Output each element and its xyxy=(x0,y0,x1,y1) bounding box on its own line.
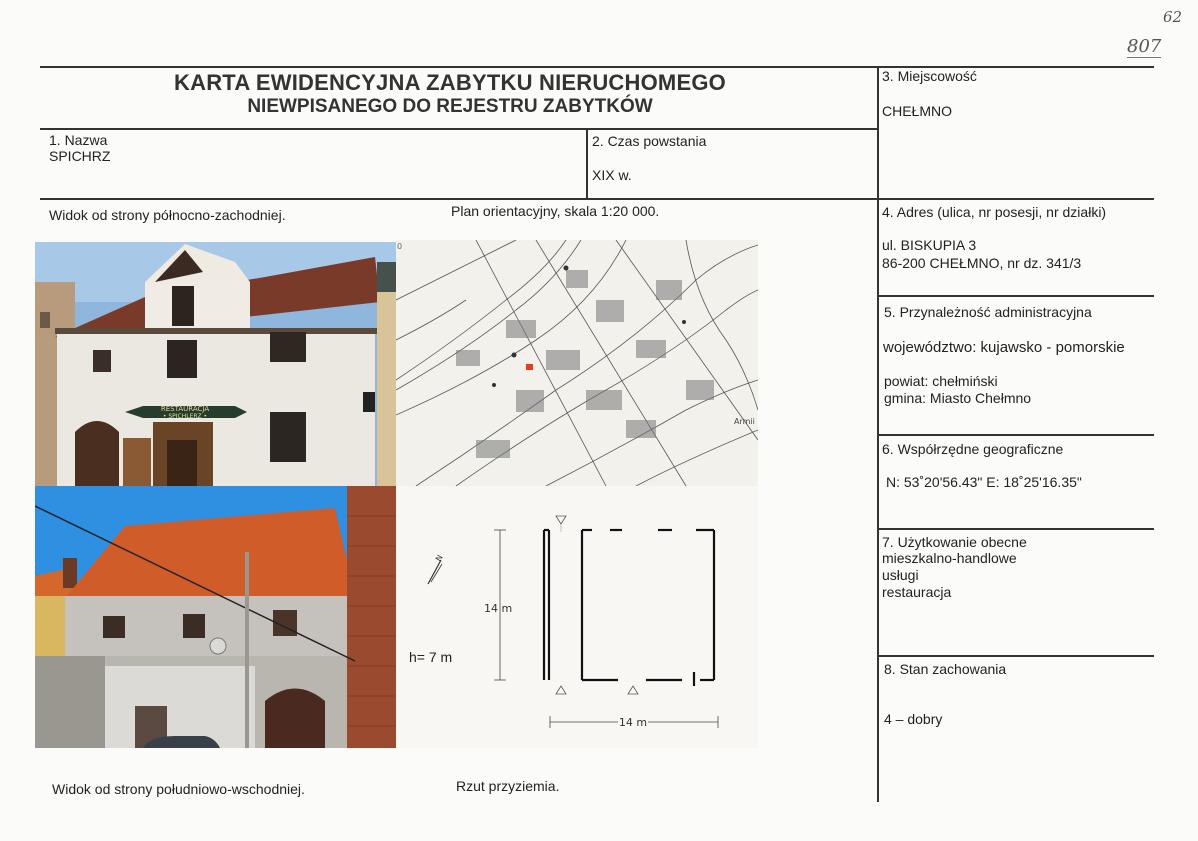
condition-label: 8. Stan zachowania xyxy=(884,661,1007,677)
restaurant-sign-line1: RESTAURACJA xyxy=(160,405,210,413)
condition-value: 4 – dobry xyxy=(884,711,943,727)
photo-view-nw xyxy=(35,242,396,486)
coords-bottom-line xyxy=(877,528,1154,530)
commune: gmina: Miasto Chełmno xyxy=(884,390,1032,406)
place-value: CHEŁMNO xyxy=(882,103,953,119)
address-bottom-line xyxy=(877,295,1154,297)
card-title-line2: NIEWPISANEGO DO REJESTRU ZABYTKÓW xyxy=(247,96,653,117)
coords-label: 6. Współrzędne geograficzne xyxy=(882,441,1064,457)
caption-floor-plan: Rzut przyziemia. xyxy=(456,778,560,794)
orientation-map xyxy=(396,240,758,486)
handwritten-inventory-number: 807 xyxy=(1127,36,1162,57)
usage-bottom-line xyxy=(877,655,1154,657)
north-arrow-icon xyxy=(428,560,442,584)
name-label: 1. Nazwa xyxy=(49,132,108,148)
period-value: XIX w. xyxy=(592,167,632,183)
usage-line-2: usługi xyxy=(882,567,919,583)
name-period-divider xyxy=(586,128,588,199)
usage-line-3: restauracja xyxy=(882,584,952,600)
top-border-line xyxy=(40,66,1154,68)
county: powiat: chełmiński xyxy=(884,373,998,389)
map-street-label: Armii xyxy=(734,417,755,426)
restaurant-sign-line2: • SPICHLERZ • xyxy=(162,413,208,420)
usage-line-1: mieszkalno-handlowe xyxy=(882,550,1017,566)
card-title-line1: KARTA EWIDENCYJNA ZABYTKU NIERUCHOMEGO xyxy=(174,70,726,95)
address-line2: 86-200 CHEŁMNO, nr dz. 341/3 xyxy=(882,255,1082,271)
map-corner-mark: 0 xyxy=(397,242,403,251)
caption-view-nw: Widok od strony północno-zachodniej. xyxy=(49,207,286,223)
address-label: 4. Adres (ulica, nr posesji, nr działki) xyxy=(882,204,1107,220)
north-mark: N xyxy=(433,553,445,563)
handwritten-note: 62 xyxy=(1163,8,1183,26)
location-marker xyxy=(526,364,533,370)
admin-label: 5. Przynależność administracyjna xyxy=(884,304,1092,320)
voivodeship: województwo: kujawsko - pomorskie xyxy=(883,339,1125,356)
title-bottom-line xyxy=(40,128,878,130)
depth-dimension: 14 m xyxy=(484,602,513,615)
width-dimension: 14 m xyxy=(618,716,648,729)
admin-bottom-line xyxy=(877,434,1154,436)
period-label: 2. Czas powstania xyxy=(592,133,707,149)
photo-view-se xyxy=(35,486,396,748)
floor-plan-panel xyxy=(396,486,758,748)
caption-plan-orient: Plan orientacyjny, skala 1:20 000. xyxy=(451,203,660,219)
caption-view-se: Widok od strony południowo-wschodniej. xyxy=(52,781,305,797)
fields-bottom-line xyxy=(40,198,1154,200)
place-label: 3. Miejscowość xyxy=(882,68,977,84)
address-line1: ul. BISKUPIA 3 xyxy=(882,237,977,253)
usage-label: 7. Użytkowanie obecne xyxy=(882,534,1027,550)
name-value: SPICHRZ xyxy=(49,148,111,164)
height-label: h= 7 m xyxy=(409,649,453,665)
coords-value: N: 53˚20'56.43" E: 18˚25'16.35" xyxy=(886,474,1082,490)
